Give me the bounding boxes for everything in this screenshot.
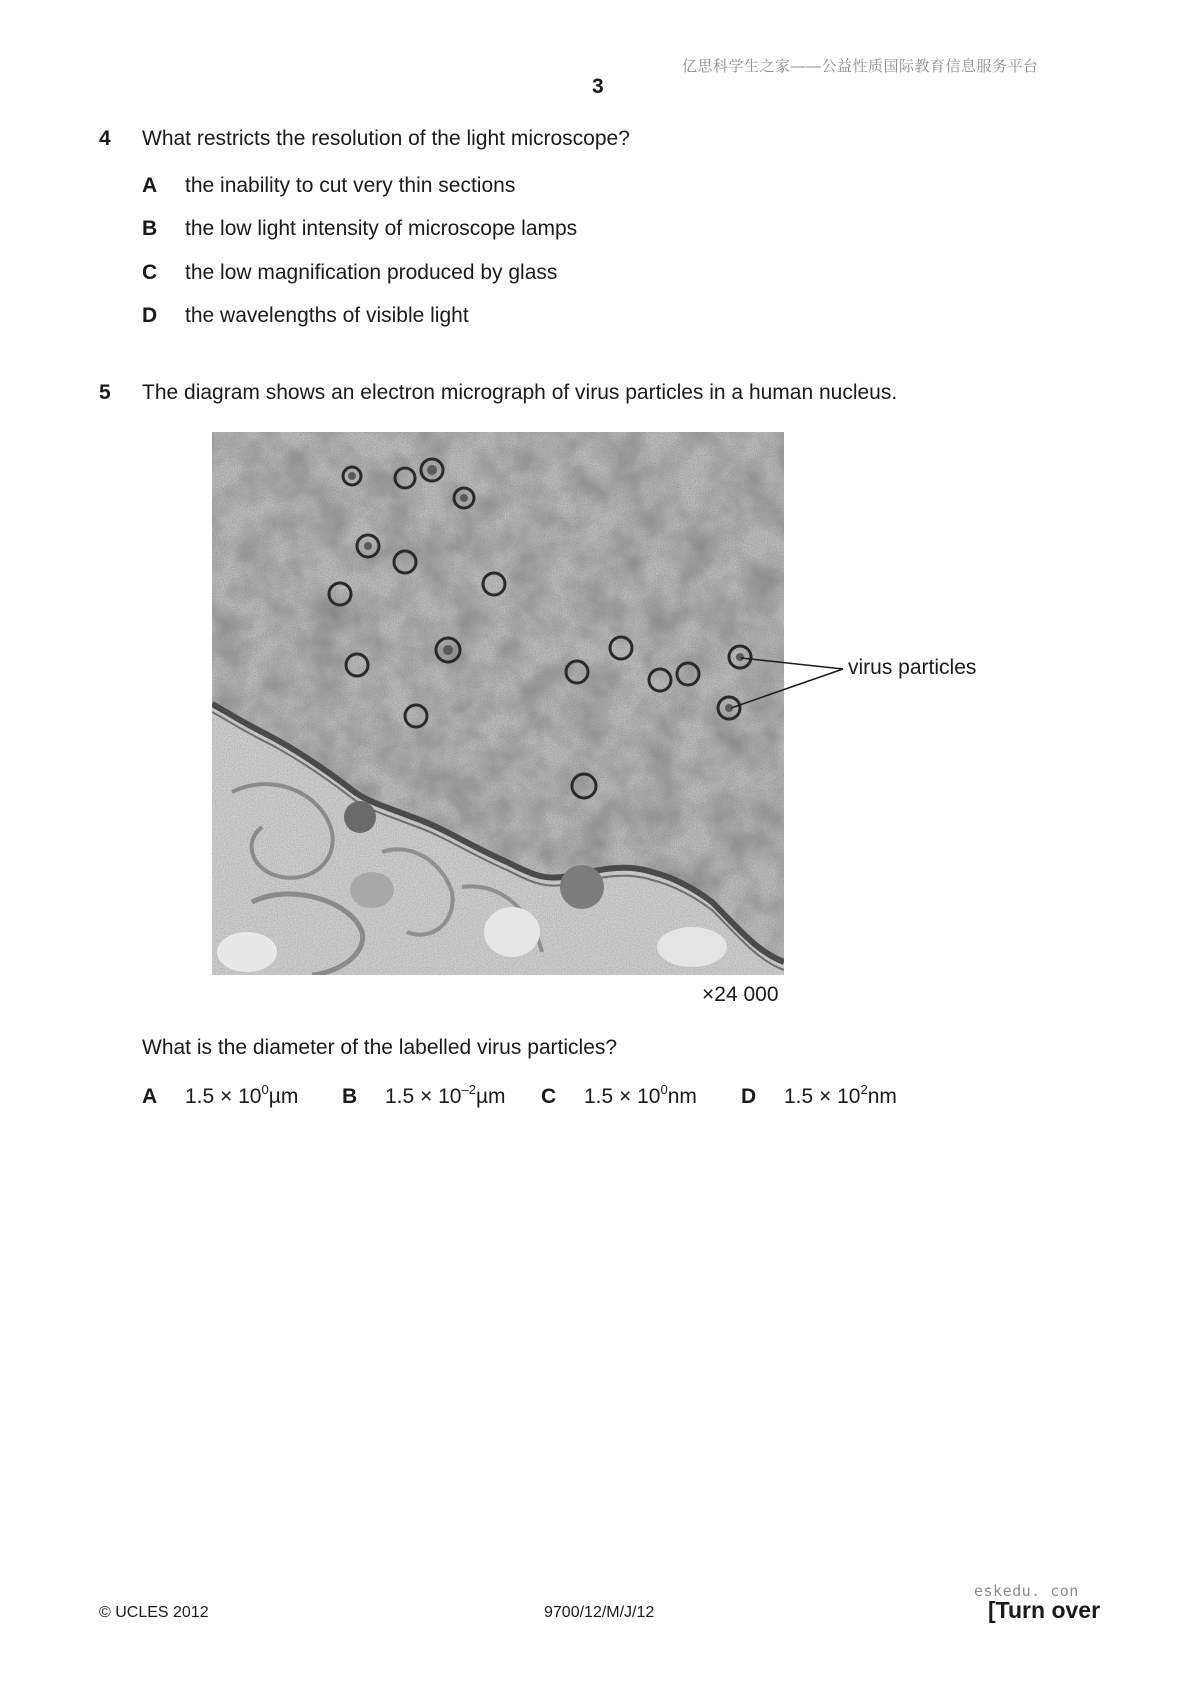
virus-particles-label: virus particles: [848, 656, 977, 679]
footer-paper-code: 9700/12/M/J/12: [544, 1604, 655, 1621]
q4-option-b-letter: B: [142, 217, 158, 240]
q5-option-a-letter: A: [142, 1085, 158, 1108]
magnification-label: ×24 000: [702, 983, 779, 1006]
question-4-text: What restricts the resolution of the light microscope?: [142, 127, 630, 150]
q5-option-c-value: $1.5 \times 10^0nm$: [584, 1082, 697, 1108]
q4-option-a-letter: A: [142, 174, 158, 197]
question-5-prompt: What is the diameter of the labelled virus particles?: [142, 1036, 618, 1059]
q4-option-d-letter: D: [142, 304, 158, 327]
q5-option-d-value: $1.5 \times 10^2nm$: [784, 1082, 897, 1108]
q4-option-c-text: the low magnification produced by glass: [185, 261, 558, 284]
question-5-text: The diagram shows an electron micrograph of virus particles in a human nucleus.: [142, 381, 898, 404]
footer-copyright: © UCLES 2012: [99, 1604, 209, 1621]
q4-option-b-text: the low light intensity of microscope lamps: [185, 217, 578, 240]
q5-option-d-letter: D: [741, 1085, 757, 1108]
q5-option-c-letter: C: [541, 1085, 557, 1108]
q5-option-b-letter: B: [342, 1085, 358, 1108]
turn-over-label: [Turn over: [988, 1597, 1101, 1623]
q5-option-a-value: $1.5 \times 10^0\mu m$: [185, 1082, 299, 1108]
watermark-top: 亿思科学生之家——公益性质国际教育信息服务平台: [682, 58, 1039, 75]
question-5-number: 5: [99, 381, 111, 404]
watermark-bottom: eskedu. con: [974, 1582, 1079, 1600]
q4-option-d-text: the wavelengths of visible light: [185, 304, 469, 327]
q4-option-c-letter: C: [142, 261, 158, 284]
q4-option-a-text: the inability to cut very thin sections: [185, 174, 516, 197]
page-number: 3: [592, 75, 604, 98]
q5-option-b-value: $1.5 \times 10^{-2}\mu m$: [385, 1082, 506, 1108]
question-4-number: 4: [99, 127, 111, 150]
